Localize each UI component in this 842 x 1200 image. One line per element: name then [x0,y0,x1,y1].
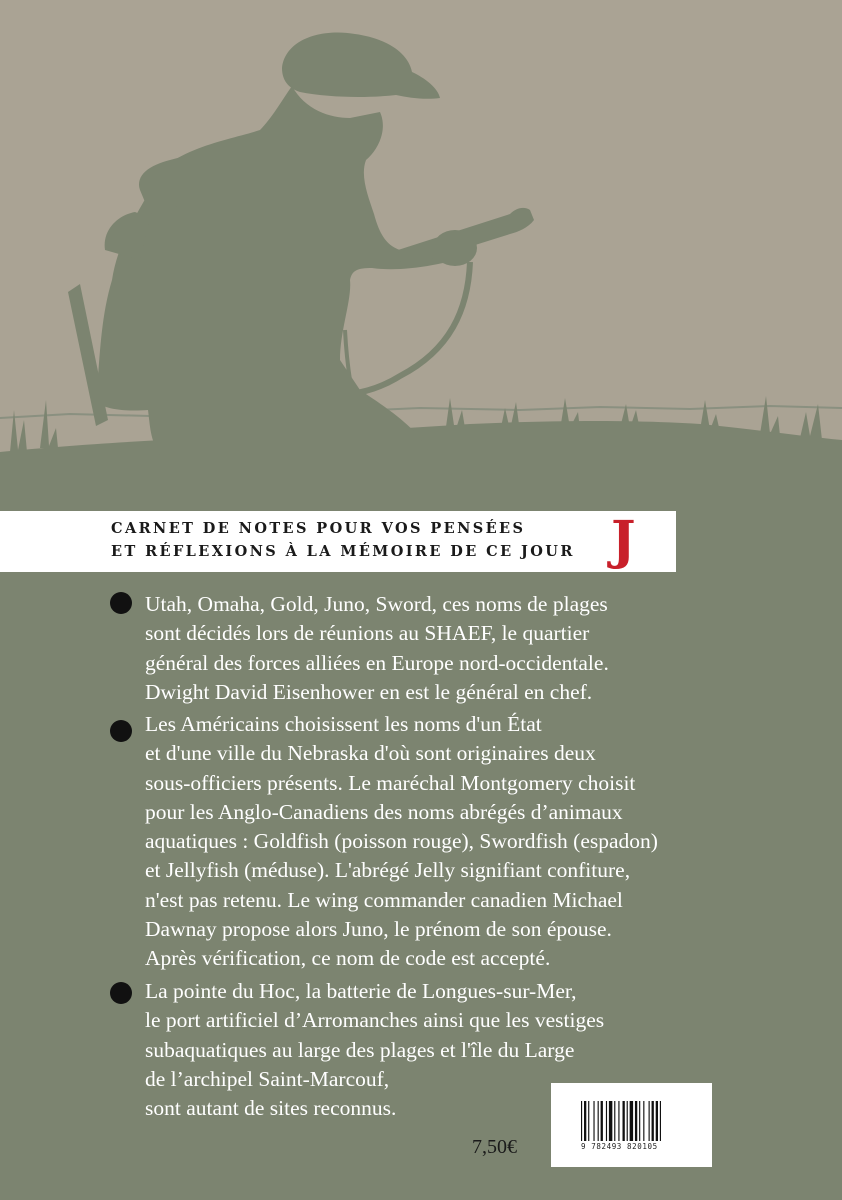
barcode-bar [627,1101,628,1141]
barcode-bar [593,1101,594,1141]
barcode-bar [656,1101,658,1141]
text-line: sont autant de sites reconnus. [145,1096,397,1121]
barcode-bar [649,1101,650,1141]
text-line: et d'une ville du Nebraska d'où sont originaires deux [145,741,596,766]
text-line: Dwight David Eisenhower en est le général en chef. [145,679,593,704]
barcode-bar [614,1101,615,1141]
barcode-bar [643,1101,644,1141]
title-line-1: CARNET DE NOTES POUR VOS PENSÉES [111,520,526,537]
barcode-bars [580,1101,684,1141]
bullet-dot [110,982,132,1004]
paragraph-1 [145,590,745,707]
text-line: Après vérification, ce nom de code est accepté. [145,946,551,971]
bullet-dot [110,592,132,614]
barcode [551,1083,712,1167]
price: 7,50€ [472,1136,517,1158]
text-line: et Jellyfish (méduse). L'abrégé Jelly signifiant confiture, [145,858,631,883]
paragraph-2 [145,710,745,974]
barcode-bar [635,1101,637,1141]
barcode-bar [660,1101,661,1141]
title-band [0,511,676,572]
barcode-bar [639,1101,640,1141]
isbn-number: 9 782493 820105 [581,1142,658,1151]
text-line: pour les Anglo-Canadiens des noms abrégés d’animaux [145,799,623,824]
text-line: subaquatiques au large des plages et l'île du Large [145,1037,575,1062]
text-line: Les Américains choisissent les noms d'un État [145,712,542,736]
barcode-bar [618,1101,619,1141]
text-line: le port artificiel d’Arromanches ainsi que les vestiges [145,1008,605,1033]
text-line: sous-officiers présents. Le maréchal Montgomery choisit [145,770,636,795]
text-line: aquatiques : Goldfish (poisson rouge), Swordfish (espadon) [145,829,658,854]
text-line: sont décidés lors de réunions au SHAEF, le quartier [145,621,590,646]
text-line: Dawnay propose alors Juno, le prénom de son épouse. [145,917,612,942]
text-line: n'est pas retenu. Le wing commander canadien Michael [145,887,623,912]
text-line: Utah, Omaha, Gold, Juno, Sword, ces noms de plages [145,592,608,616]
barcode-bar [584,1101,586,1141]
text-line: de l’archipel Saint-Marcouf, [145,1066,390,1091]
barcode-bar [598,1101,599,1141]
barcode-bar [652,1101,654,1141]
barcode-bar [606,1101,607,1141]
barcode-bar [588,1101,589,1141]
bullet-dot [110,720,132,742]
barcode-bar [581,1101,582,1141]
barcode-bar [609,1101,612,1141]
title-line-2: ET RÉFLEXIONS À LA MÉMOIRE DE CE JOUR [111,543,575,560]
text-line: La pointe du Hoc, la batterie de Longues-sur-Mer, [145,979,577,1003]
barcode-bar [623,1101,625,1141]
soldier-silhouette-illustration [0,0,842,520]
j-logo: J [611,510,636,571]
barcode-bar [630,1101,633,1141]
barcode-bar [601,1101,603,1141]
text-line: général des forces alliées en Europe nord-occidentale. [145,650,609,675]
